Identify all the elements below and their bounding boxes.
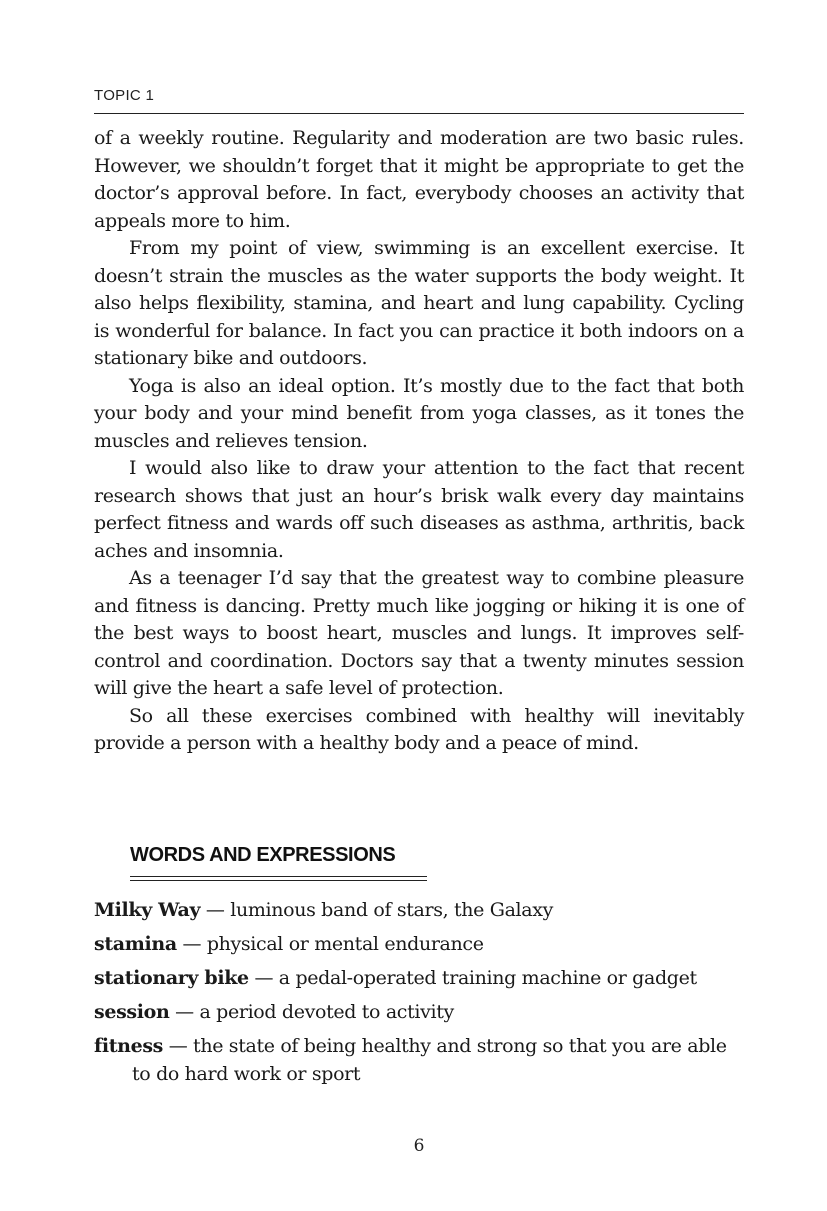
paragraph: As a teenager I’d say that the greatest way to combine pleasure and fitness is dancing. Pretty much like jogging or hiking it is one of the best ways to boost heart, muscles and lungs. It improves self-control and coordination. Doctors say that a twenty minutes session will give the heart a safe level of protection. (94, 567, 744, 699)
glossary-entry (94, 930, 744, 958)
paragraph: From my point of view, swimming is an excellent exercise. It doesn’t strain the muscles as the water supports the body weight. It also helps flexibility, stamina, and heart and lung capability. Cycling is wonderful for balance. In fact you can practice it both indoors on a stationary bike and outdoors. (94, 237, 744, 369)
running-head: TOPIC 1 (94, 87, 155, 104)
section-heading-double-rule (130, 876, 427, 881)
glossary-term: session (94, 1001, 170, 1023)
glossary-term: Milky Way (94, 899, 201, 921)
paragraph: I would also like to draw your attention to the fact that recent research shows that just an hour’s brisk walk every day maintains perfect fitness and wards off such diseases as asthma, arthritis, back aches and insomnia. (94, 457, 744, 562)
glossary-dash: — (176, 933, 207, 955)
glossary-definition: a period devoted to activity (199, 1001, 454, 1023)
glossary-entry (94, 998, 744, 1026)
section-heading: WORDS AND EXPRESSIONS (130, 844, 396, 866)
paragraph: Yoga is also an ideal option. It’s mostly due to the fact that both your body and your mind benefit from yoga classes, as it tones the muscles and relieves tension. (94, 374, 744, 452)
book-page (94, 0, 744, 1211)
glossary-dash: — (163, 1035, 194, 1057)
glossary-dash: — (248, 967, 279, 989)
glossary-definition: the state of being healthy and strong so that you are able to do hard work or sport (132, 1035, 727, 1085)
glossary-definition: physical or mental endurance (206, 933, 484, 955)
paragraph: So all these exercises combined with healthy will inevitably provide a person with a healthy body and a peace of mind. (94, 704, 744, 754)
glossary-entry (94, 1032, 744, 1088)
glossary-definition: a pedal-operated training machine or gadget (278, 967, 697, 989)
glossary-dash: — (169, 1001, 200, 1023)
glossary-dash: — (200, 899, 231, 921)
glossary-term: stamina (94, 933, 177, 955)
glossary-definition: luminous band of stars, the Galaxy (230, 899, 554, 921)
glossary-term: stationary bike (94, 967, 249, 989)
page-number: 6 (413, 1136, 425, 1156)
header-rule (94, 113, 744, 114)
glossary-term: fitness (94, 1035, 164, 1057)
paragraph: of a weekly routine. Regularity and moderation are two basic rules. However, we shouldn’t forget that it might be appropriate to get the doctor’s approval before. In fact, everybody chooses an activity that appeals more to him. (94, 127, 744, 232)
glossary-list (94, 896, 744, 1094)
body-text (94, 125, 744, 758)
glossary-entry (94, 896, 744, 924)
glossary-entry (94, 964, 744, 992)
